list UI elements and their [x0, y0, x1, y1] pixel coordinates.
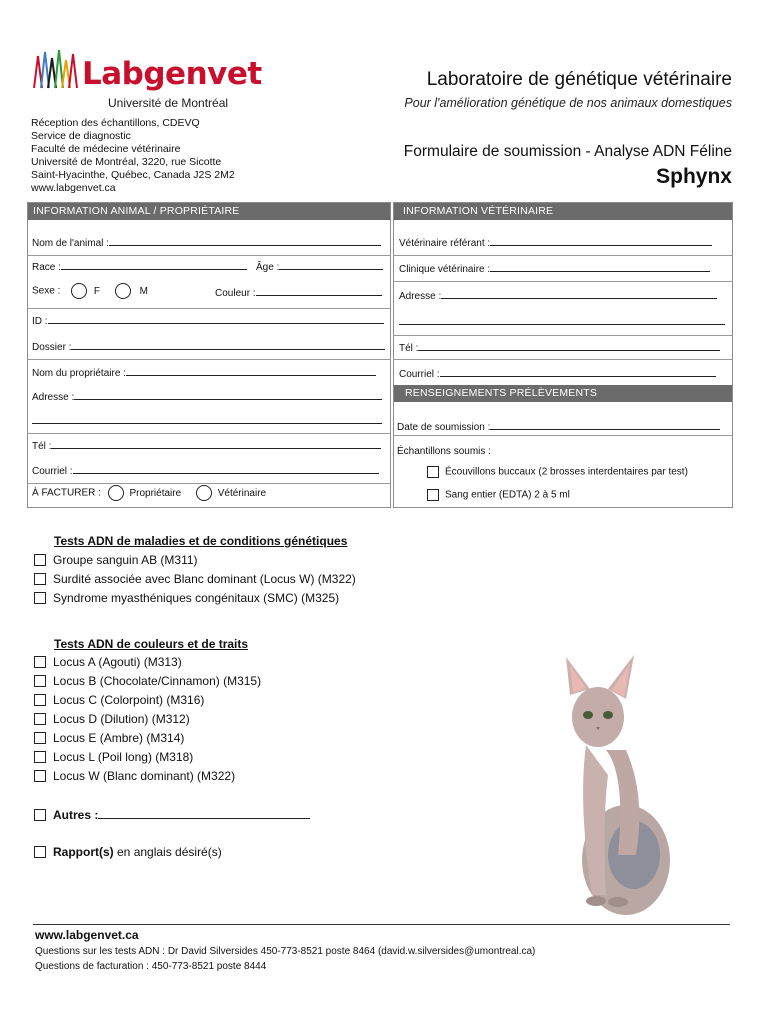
sex-m-label: M [139, 285, 148, 297]
bill-owner-label: Propriétaire [129, 487, 182, 499]
test-label: Locus B (Chocolate/Cinnamon) (M315) [53, 674, 262, 688]
vet-referring-field[interactable] [399, 236, 712, 249]
sphynx-cat-image [556, 655, 676, 920]
owner-name-field[interactable] [32, 366, 376, 379]
file-label: Dossier : [32, 342, 72, 353]
bill-to-field [32, 485, 266, 501]
footer-tests-contact: Questions sur les tests ADN : Dr David Silversides 450-773-8521 poste 8464 (david.w.silversides@umontreal.ca) [35, 946, 536, 957]
color-field[interactable] [215, 286, 382, 299]
address-line: Faculté de médecine vétérinaire [31, 143, 181, 155]
blood-label: Sang entier (EDTA) 2 à 5 ml [445, 489, 570, 501]
sample-option-blood[interactable] [427, 489, 570, 501]
test-checkbox[interactable] [34, 713, 46, 725]
sex-f-label: F [93, 285, 101, 297]
age-label: Âge : [256, 262, 280, 273]
animal-name-field[interactable] [32, 236, 381, 249]
color-test-item[interactable] [34, 712, 190, 726]
test-checkbox[interactable] [34, 732, 46, 744]
other-label: Autres : [53, 808, 99, 822]
id-label: ID : [32, 316, 48, 327]
test-checkbox[interactable] [34, 694, 46, 706]
lab-tagline: Pour l'amélioration génétique de nos animaux domestiques [404, 96, 732, 110]
color-test-item[interactable] [34, 674, 261, 688]
owner-name-label: Nom du propriétaire : [32, 368, 126, 379]
vet-address-line2[interactable] [399, 315, 725, 328]
vet-address-label: Adresse : [399, 291, 442, 302]
test-checkbox[interactable] [34, 592, 46, 604]
test-label: Groupe sanguin AB (M311) [53, 553, 198, 567]
test-label: Locus W (Blanc dominant) (M322) [53, 769, 236, 783]
footer-billing-contact: Questions de facturation : 450-773-8521 poste 8444 [35, 961, 267, 972]
submission-date-label: Date de soumission : [397, 422, 491, 433]
test-checkbox[interactable] [34, 751, 46, 763]
samples-heading: RENSEIGNEMENTS PRÉLÈVEMENTS [394, 385, 732, 402]
report-label: en anglais désiré(s) [113, 845, 222, 859]
test-label: Locus A (Agouti) (M313) [53, 655, 182, 669]
lab-address [31, 117, 235, 195]
test-checkbox[interactable] [34, 573, 46, 585]
test-label: Locus L (Poil long) (M318) [53, 750, 194, 764]
race-label: Race : [32, 262, 61, 273]
other-tests-field[interactable] [34, 808, 310, 822]
color-test-item[interactable] [34, 769, 235, 783]
bill-owner-radio[interactable] [108, 485, 124, 501]
test-label: Surdité associée avec Blanc dominant (Locus W) (M322) [53, 572, 356, 586]
blood-checkbox[interactable] [427, 489, 439, 501]
color-tests-title: Tests ADN de couleurs et de traits [54, 637, 249, 651]
color-test-item[interactable] [34, 750, 193, 764]
report-checkbox[interactable] [34, 846, 46, 858]
test-label: Locus D (Dilution) (M312) [53, 712, 190, 726]
bill-vet-radio[interactable] [196, 485, 212, 501]
race-field[interactable] [32, 260, 247, 273]
owner-phone-label: Tél : [32, 441, 52, 452]
owner-phone-field[interactable] [32, 439, 381, 452]
address-line: Réception des échantillons, CDEVQ [31, 117, 200, 129]
vet-phone-field[interactable] [399, 341, 720, 354]
vet-clinic-field[interactable] [399, 262, 710, 275]
vet-clinic-label: Clinique vétérinaire : [399, 264, 491, 275]
id-field[interactable] [32, 314, 384, 327]
footer-website-link[interactable]: www.labgenvet.ca [35, 928, 139, 942]
sex-label: Sexe : [32, 285, 61, 297]
color-label: Couleur : [215, 288, 256, 299]
other-checkbox[interactable] [34, 809, 46, 821]
vet-email-field[interactable] [399, 367, 716, 380]
disease-test-item[interactable] [34, 591, 339, 605]
footer-divider [33, 924, 730, 925]
test-label: Locus E (Ambre) (M314) [53, 731, 185, 745]
test-checkbox[interactable] [34, 656, 46, 668]
veterinarian-heading: INFORMATION VÉTÉRINAIRE [394, 203, 732, 220]
animal-name-label: Nom de l'animal : [32, 238, 109, 249]
form-title: Formulaire de soumission - Analyse ADN Féline [403, 143, 732, 160]
test-checkbox[interactable] [34, 675, 46, 687]
vet-referring-label: Vétérinaire référant : [399, 238, 491, 249]
vet-address-field[interactable] [399, 289, 717, 302]
owner-address-field[interactable] [32, 390, 382, 403]
vet-phone-label: Tél : [399, 343, 419, 354]
address-url: www.labgenvet.ca [31, 182, 116, 194]
address-line: Saint-Hyacinthe, Québec, Canada J2S 2M2 [31, 169, 235, 181]
owner-address-line2[interactable] [32, 414, 382, 427]
owner-email-field[interactable] [32, 464, 379, 477]
disease-test-item[interactable] [34, 553, 198, 567]
test-label: Syndrome myasthéniques congénitaux (SMC) (M325) [53, 591, 340, 605]
report-label-bold: Rapport(s) [53, 845, 114, 859]
sample-option-buccal[interactable] [427, 466, 688, 478]
address-line: Université de Montréal, 3220, rue Sicotte [31, 156, 222, 168]
animal-owner-heading: INFORMATION ANIMAL / PROPRIÉTAIRE [28, 203, 390, 220]
color-test-item[interactable] [34, 655, 182, 669]
sex-m-radio[interactable] [115, 283, 131, 299]
test-checkbox[interactable] [34, 770, 46, 782]
bill-to-label: À FACTURER : [32, 487, 101, 499]
address-line: Service de diagnostic [31, 130, 131, 142]
sex-field [32, 283, 148, 299]
test-label: Locus C (Colorpoint) (M316) [53, 693, 205, 707]
owner-email-label: Courriel : [32, 466, 73, 477]
buccal-label: Écouvillons buccaux (2 brosses interdentaires par test) [445, 466, 688, 478]
samples-submitted-label: Échantillons soumis : [397, 446, 491, 457]
owner-address-label: Adresse : [32, 392, 75, 403]
bill-vet-label: Vétérinaire [217, 487, 267, 499]
submission-date-field[interactable] [397, 420, 720, 433]
sex-f-radio[interactable] [71, 283, 87, 299]
color-test-item[interactable] [34, 693, 204, 707]
file-field[interactable] [32, 340, 385, 353]
logo-university: Université de Montréal [108, 96, 229, 110]
breed-title: Sphynx [656, 165, 732, 188]
color-test-item[interactable] [34, 731, 184, 745]
disease-test-item[interactable] [34, 572, 356, 586]
vet-email-label: Courriel : [399, 369, 440, 380]
english-report-option[interactable] [34, 845, 222, 859]
lab-title: Laboratoire de génétique vétérinaire [426, 69, 732, 90]
age-field[interactable] [256, 260, 383, 273]
dna-logo-icon [32, 48, 80, 92]
logo-name: Labgenvet [82, 56, 262, 92]
test-checkbox[interactable] [34, 554, 46, 566]
disease-tests-title: Tests ADN de maladies et de conditions génétiques [54, 534, 348, 548]
buccal-checkbox[interactable] [427, 466, 439, 478]
